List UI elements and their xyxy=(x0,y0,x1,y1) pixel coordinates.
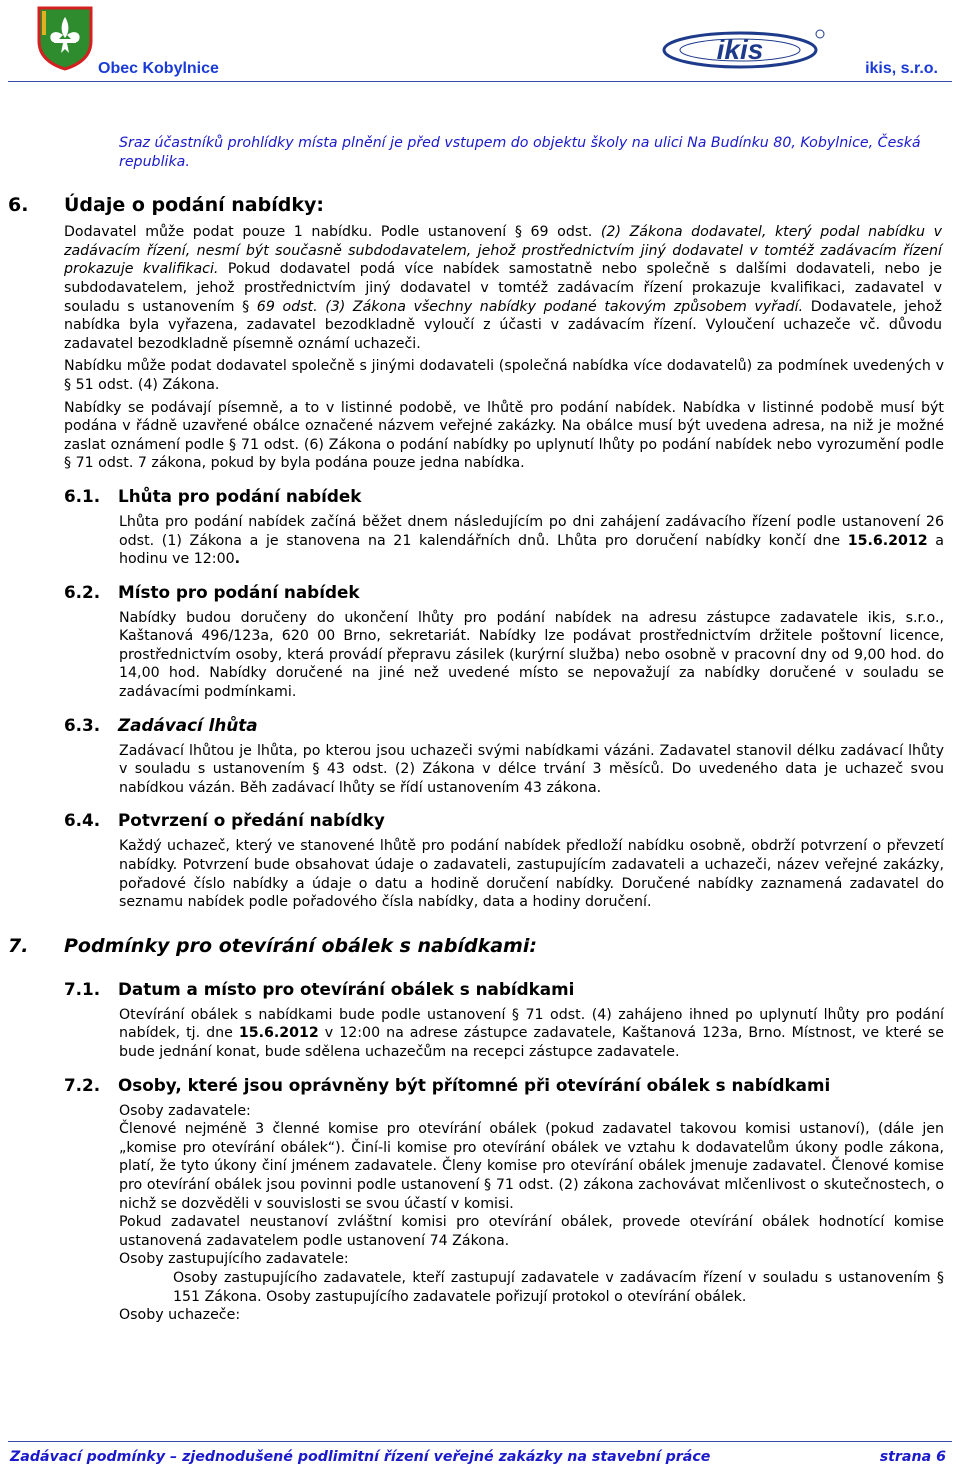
paragraph xyxy=(119,1120,944,1213)
paragraph xyxy=(119,742,944,798)
text-run: Lhůta pro podání nabídek začíná běžet dnem následujícím po dni zahájení zadávacího řízení podle ustanovení 26 odst. (1) Zákona a je stanovena na 21 kalendářních dnů. Lhůta pro doručení nabídky končí dne xyxy=(119,513,944,549)
paragraph: Každý uchazeč, který ve stanovené lhůtě pro podání nabídek předloží nabídku osobně, obdrží potvrzení o převzetí nabídky. Potvrzení bude obsahovat údaje o zadavateli, zastupujícím zadavateli a uchazeči, název veřejné zakázky, pořadové číslo nabídky a údaje o datu a hodině doručení nabídky. Doručené nabídky zaznamená zadavatel do seznamu nabídek podle pořadového čísla nabídky, data a hodiny doručení. xyxy=(119,838,944,911)
section-sign: § xyxy=(484,1176,492,1193)
subsection-heading-6-4 xyxy=(0,809,960,831)
subsection-heading-6-3 xyxy=(0,714,960,736)
text-run: Nabídka v listinné podobě musí být podána v řádně uzavřené obálce označené názvem veřejné zakázky. Na obálce musí být uvedena adresa, na niž je možné zaslat oznámení podle xyxy=(64,399,944,453)
opening-date: 15.6.2012 xyxy=(238,1025,319,1042)
text-run: . xyxy=(234,551,241,568)
organization-name-right: ikis, s.r.o. xyxy=(865,60,938,77)
section-heading-6 xyxy=(0,193,960,217)
paragraph: Pokud zadavatel neustanoví zvláštní komisi pro otevírání obálek, provede otevírání obálek hodnotící komise ustanovená zadavatelem podle ustanovení 74 Zákona. xyxy=(119,1214,944,1249)
text-run: a hodinu ve 12:00 xyxy=(119,532,944,568)
paragraph xyxy=(64,223,942,353)
paragraph: Nabídky budou doručeny do ukončení lhůty pro podání nabídek na adresu zástupce zadavatele ikis, s.r.o., Kaštanová 496/123a, 620 00 Brno, sekretariát. Nabídky lze podávat prostřednictvím držitele poštovní licence, prostřednictvím osoby, která provádí přepravu zásilek (kurýrní služba) nebo osobně v pracovní dny od 9,00 hod. do 14,00 hod. Nabídky doručené na jiné než uvedené místo se nepovažují za nabídky doručené v souladu se zadávacími podmínkami. xyxy=(119,609,944,701)
subsection-heading-6-1 xyxy=(0,485,960,507)
text-run: Pokud dodavatel podá více nabídek samostatně nebo společně s dalšími dodavateli, nebo je subdodavatelem, jehož prostřednictvím jiný dodavatel v tomtéž zadávacím řízení prokazuje kvalifikaci, zadavatel v souladu s ustanovením xyxy=(64,261,942,315)
text-run: Dodavatel může podat pouze 1 nabídku. Podle ustanovení xyxy=(64,224,507,241)
text-run: 43 odst. (2) Zákona v délce trvání 3 měsíců. Do uvedeného data je uchazeč svou nabídkou vázán. Běh zadávací lhůty se řídí ustanovením 43 zákona. xyxy=(119,761,945,796)
label-osoby-zadavatele: Osoby zadavatele: xyxy=(119,1102,251,1119)
municipal-crest-icon xyxy=(36,5,94,71)
section-sign: § xyxy=(242,298,250,315)
subsection-number: 7.1. xyxy=(64,978,101,999)
text-run: 71 odst. (2) zákona zachovávat mlčenlivost o skutečnostech, o nichž se dozvěděli v souvislosti se svou účastí v komisi. xyxy=(119,1176,945,1212)
subsection-title: Osoby, které jsou oprávněny být přítomné při otevírání obálek s nabídkami xyxy=(118,1074,831,1095)
text-run: v 12:00 na adrese zástupce zadavatele, Kaštanová 123a, Brno. Místnost, ve které se bude jednání konat, bude sdělena uchazečům na recepci zástupce zadavatele. xyxy=(119,1025,945,1060)
subsection-title: Lhůta pro podání nabídek xyxy=(118,485,362,506)
label-osoby-uchazece: Osoby uchazeče: xyxy=(119,1307,241,1324)
section-sign: § xyxy=(64,376,72,393)
subsection-number: 7.2. xyxy=(64,1074,101,1095)
section-sign: § xyxy=(511,1006,519,1023)
paragraph xyxy=(173,1269,944,1306)
subsection-title: Datum a místo pro otevírání obálek s nabídkami xyxy=(118,978,575,999)
section-title: Podmínky pro otevírání obálek s nabídkami: xyxy=(64,934,537,957)
text-run: (6) Zákona o podání nabídky po uplynutí lhůty po podání nabídek nebo vyrozumění podle xyxy=(298,436,944,453)
text-run: Členové nejméně 3 členné komise pro otevírání obálek (pokud zadavatel takovou komisi ustanoví), (dále jen „komise pro otevírání obálek“). Činí-li komise pro otevírání obálek ve vztahu k dodavatelům úkony podle zákona, platí, že tyto úkony činí jménem zadavatele. Členy komise pro otevírání obálek jmenuje zadavatel. Členové komise pro otevírání obálek jsou povinni podle ustanovení xyxy=(119,1121,944,1193)
section-sign: § xyxy=(312,761,320,778)
text-run: Zadávací lhůtou je lhůta, po kterou jsou uchazeči svými nabídkami vázáni. Zadavatel stanovil délku zadávací lhůty v souladu s ustanovením xyxy=(119,742,944,778)
section-sign: § xyxy=(228,436,237,453)
paragraph xyxy=(119,1006,944,1062)
text-run: Dodavatele, jehož nabídka byla vyřazena, zadavatel bezodkladně vyloučí z účasti v zadávacím řízení. Vyloučení uchazeče vč. důvodu zadavatel bezodkladně písemně oznámí uchazeči. xyxy=(64,298,942,352)
footer-document-title: Zadávací podmínky – zjednodušené podlimitní řízení veřejné zakázky na stavební práce xyxy=(10,1449,711,1465)
ikis-logo-icon xyxy=(660,26,826,72)
subsection-number: 6.4. xyxy=(64,810,101,831)
text-run: Nabídky se podávají písemně, a to v listinné podobě, ve lhůtě pro podání nabídek. xyxy=(64,399,676,416)
text-run-italic: 69 odst. (3) Zákona všechny nabídky podané takovým způsobem vyřadí. xyxy=(256,298,804,315)
header-divider xyxy=(8,81,952,82)
text-run: 71 odst. (4) zahájeno ihned po uplynutí lhůty pro podání nabídek, tj. dne xyxy=(119,1006,944,1042)
subsection-title: Potvrzení o předání nabídky xyxy=(118,810,385,831)
document-body xyxy=(0,134,960,1325)
section-title: Údaje o podání nabídky: xyxy=(64,194,324,217)
logo-text: ikis xyxy=(716,34,764,65)
text-run: Otevírání obálek s nabídkami bude podle ustanovení xyxy=(119,1006,506,1023)
subsection-title: Zadávací lhůta xyxy=(118,714,258,735)
paragraph xyxy=(119,513,944,569)
page-header xyxy=(0,0,960,88)
footer-page-number: strana 6 xyxy=(879,1449,946,1465)
label-osoby-zastupujiciho: Osoby zastupujícího zadavatele: xyxy=(119,1251,349,1268)
deadline-date: 15.6.2012 xyxy=(847,532,928,549)
section-heading-7 xyxy=(0,934,960,958)
text-run-italic: (2) Zákona dodavatel, který podal nabídku v zadávacím řízení, nesmí být současně subdodavatelem, jehož prostřednictvím jiný dodavatel v tomtéž zadávacím řízení prokazuje kvalifikaci. xyxy=(64,224,943,278)
text-run: Nabídku může podat dodavatel společně s jinými dodavateli (společná nabídka více dodavatelů) za podmínek uvedených v xyxy=(64,358,944,375)
subsection-heading-7-1 xyxy=(0,978,960,1000)
text-run: Osoby zastupujícího zadavatele, kteří zastupují zadavatele v zadávacím řízení v souladu s ustanovením xyxy=(173,1269,931,1286)
subsection-number: 6.1. xyxy=(64,485,101,506)
text-run: 51 odst. (4) Zákona. xyxy=(75,376,220,393)
text-run: 71 odst. 7 zákona, pokud by byla podána pouze jedna nabídka. xyxy=(75,455,525,472)
section-number: 6. xyxy=(8,194,29,217)
section-sign: § xyxy=(64,455,72,472)
intro-paragraph: Sraz účastníků prohlídky místa plnění je před vstupem do objektu školy na ulici Na Budínku 80, Kobylnice, Česká republika. xyxy=(119,135,921,170)
section-sign: § xyxy=(936,1269,945,1286)
text-run: 69 odst. xyxy=(530,224,593,241)
text-run: 151 Zákona. Osoby zastupujícího zadavatele pořizují protokol o otevírání obálek. xyxy=(173,1288,747,1305)
subsection-heading-6-2 xyxy=(0,581,960,603)
subsection-number: 6.2. xyxy=(64,581,101,602)
subsection-title: Místo pro podání nabídek xyxy=(118,581,360,602)
text-run: 71 odst. xyxy=(240,436,299,453)
section-sign: § xyxy=(514,224,522,241)
footer-divider xyxy=(8,1441,952,1442)
organization-name-left: Obec Kobylnice xyxy=(98,60,219,77)
section-number: 7. xyxy=(8,934,29,957)
paragraph xyxy=(64,357,944,394)
paragraph xyxy=(64,399,944,473)
subsection-heading-7-2 xyxy=(0,1074,960,1096)
subsection-number: 6.3. xyxy=(64,714,101,735)
